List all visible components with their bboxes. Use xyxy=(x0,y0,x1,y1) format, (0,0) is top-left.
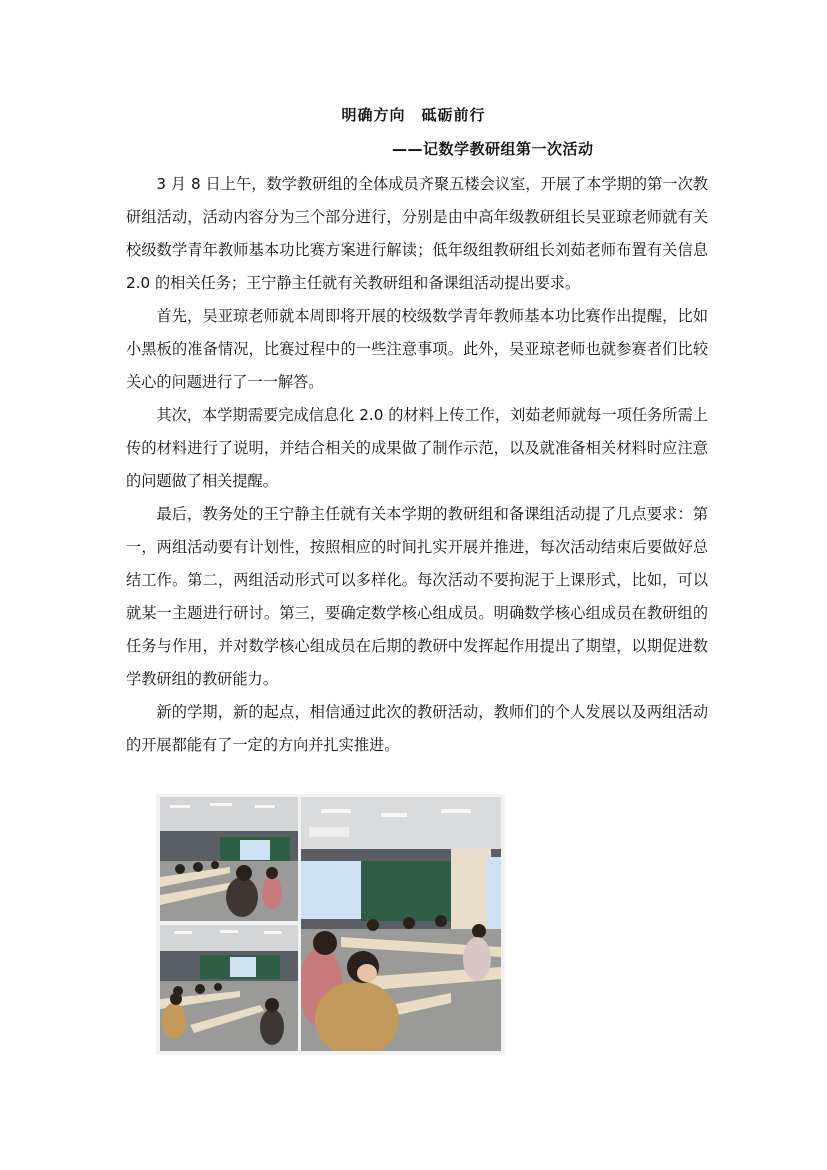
paragraph-intro: 3 月 8 日上午，数学教研组的全体成员齐聚五楼会议室，开展了本学期的第一次教研组活动，活动内容分为三个部分进行，分别是由中高年级教研组长吴亚琼老师就有关校级数学青年教师基本功比赛方案进行解读；低年级组教研组长刘茹老师布置有关信息 2.0 的相关任务；王宁静主任就有关教研组和备课组活动提出要求。 xyxy=(126,175,708,292)
page-title: 明确方向 砥砺前行 xyxy=(341,106,486,124)
page-subtitle: ——记数学教研组第一次活动 xyxy=(392,140,594,158)
paragraph-closing: 新的学期，新的起点，相信通过此次的教研活动，教师们的个人发展以及两组活动的开展都能有了一定的方向并扎实推进。 xyxy=(126,703,708,754)
photo-collage xyxy=(156,794,505,1055)
paragraph-second: 其次，本学期需要完成信息化 2.0 的材料上传工作，刘茹老师就每一项任务所需上传的材料进行了说明，并结合相关的成果做了制作示范，以及就准备相关材料时应注意的问题做了相关提醒。 xyxy=(126,406,708,490)
classroom-photo-3 xyxy=(301,797,501,1051)
classroom-photo-2 xyxy=(160,925,298,1051)
classroom-photo-1 xyxy=(160,797,298,921)
article-body xyxy=(126,168,708,762)
paragraph-first: 首先，吴亚琼老师就本周即将开展的校级数学青年教师基本功比赛作出提醒，比如小黑板的准备情况，比赛过程中的一些注意事项。此外，吴亚琼老师也就参赛者们比较关心的问题进行了一一解答。 xyxy=(126,307,708,391)
paragraph-last: 最后，教务处的王宁静主任就有关本学期的教研组和备课组活动提了几点要求：第一，两组活动要有计划性，按照相应的时间扎实开展并推进，每次活动结束后要做好总结工作。第二，两组活动形式可以多样化。每次活动不要拘泥于上课形式，比如，可以就某一主题进行研讨。第三，要确定数学核心组成员。明确数学核心组成员在教研组的任务与作用，并对数学核心组成员在后期的教研中发挥起作用提出了期望，以期促进数学教研组的教研能力。 xyxy=(126,505,708,688)
